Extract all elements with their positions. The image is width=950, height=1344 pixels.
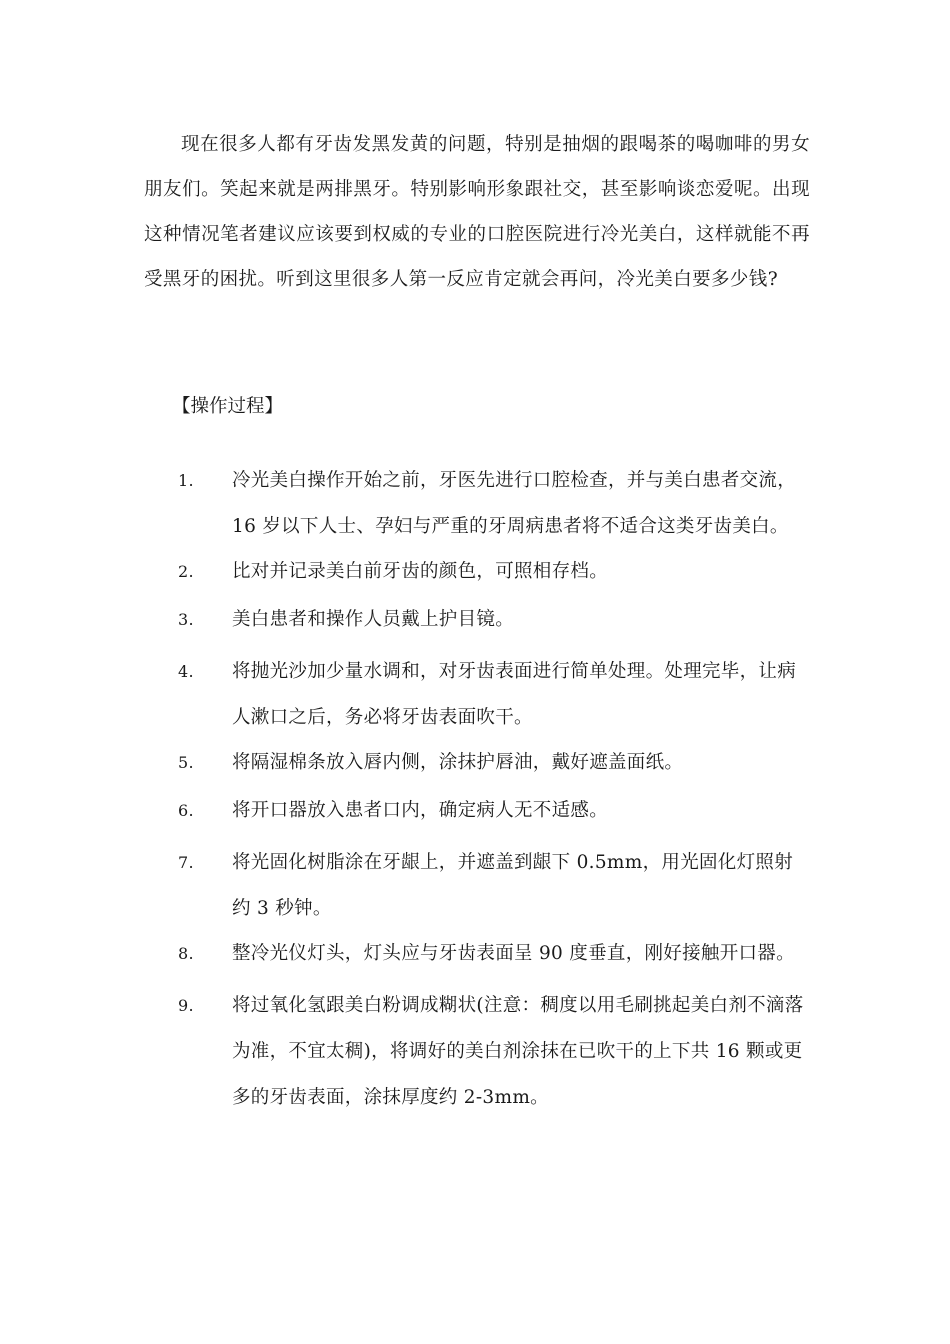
step-text: 冷光美白操作开始之前，牙医先进行口腔检查，并与美白患者交流，16 岁以下人士、孕妇与严重的牙周病患者将不适合这类牙齿美白。	[232, 470, 797, 537]
step-item	[144, 601, 810, 639]
step-text: 整冷光仪灯头，灯头应与牙齿表面呈 90 度垂直，刚好接触开口器。	[232, 943, 795, 964]
step-item	[144, 649, 810, 741]
step-item	[144, 458, 810, 550]
step-item	[144, 935, 810, 973]
step-text: 将过氧化氢跟美白粉调成糊状(注意：稠度以用毛刷挑起美白剂不滴落为准，不宜太稠)，将调好的美白剂涂抹在已吹干的上下共 16 颗或更多的牙齿表面，涂抹厚度约 2-3mm。	[232, 995, 804, 1108]
step-number: 7.	[178, 853, 194, 872]
step-number: 3.	[178, 610, 194, 629]
step-number: 1.	[178, 471, 194, 490]
steps-list	[144, 458, 810, 1124]
step-item	[144, 553, 810, 591]
step-text: 将光固化树脂涂在牙龈上，并遮盖到龈下 0.5mm，用光固化灯照射约 3 秒钟。	[232, 852, 793, 919]
step-item	[144, 744, 810, 782]
step-text: 比对并记录美白前牙齿的颜色，可照相存档。	[232, 561, 609, 582]
step-number: 4.	[178, 662, 194, 681]
step-number: 5.	[178, 753, 194, 772]
step-number: 8.	[178, 944, 194, 963]
step-number: 2.	[178, 562, 194, 581]
step-text: 将开口器放入患者口内，确定病人无不适感。	[232, 800, 609, 821]
step-text: 美白患者和操作人员戴上护目镜。	[232, 609, 515, 630]
step-item	[144, 792, 810, 830]
step-text: 将隔湿棉条放入唇内侧，涂抹护唇油，戴好遮盖面纸。	[232, 752, 684, 773]
step-number: 9.	[178, 996, 194, 1015]
step-text: 将抛光沙加少量水调和，对牙齿表面进行简单处理。处理完毕，让病人漱口之后，务必将牙齿表面吹干。	[232, 661, 797, 728]
step-number: 6.	[178, 801, 194, 820]
step-item	[144, 983, 810, 1121]
section-heading: 【操作过程】	[172, 396, 284, 417]
step-item	[144, 840, 810, 932]
intro-paragraph: 现在很多人都有牙齿发黑发黄的问题，特别是抽烟的跟喝茶的喝咖啡的男女朋友们。笑起来就是两排黑牙。特别影响形象跟社交，甚至影响谈恋爱呢。出现这种情况笔者建议应该要到权威的专业的口腔医院进行冷光美白，这样就能不再受黑牙的困扰。听到这里很多人第一反应肯定就会再问，冷光美白要多少钱?	[144, 134, 810, 290]
